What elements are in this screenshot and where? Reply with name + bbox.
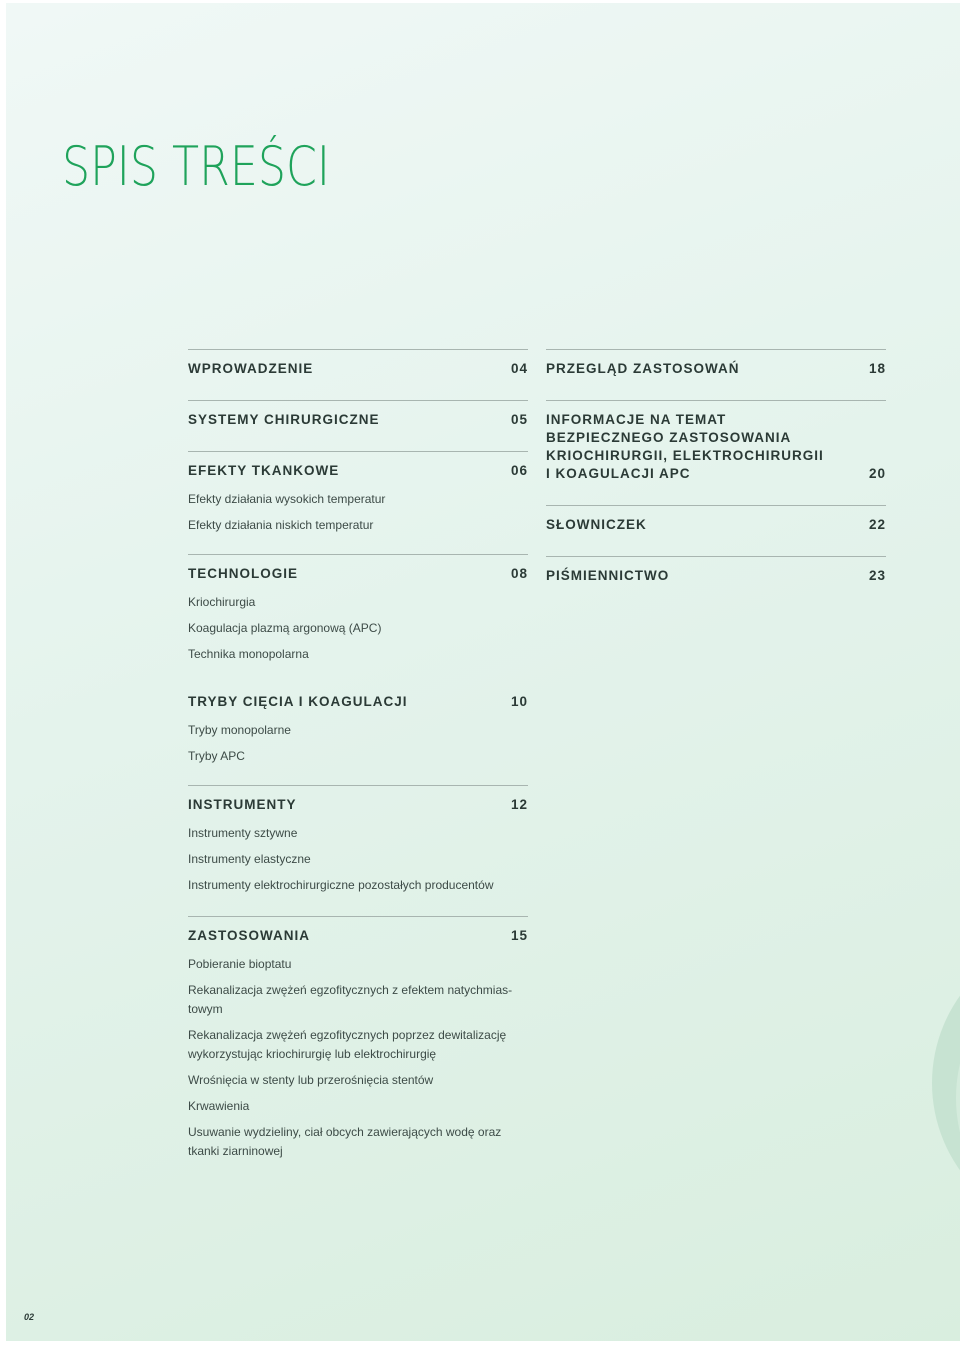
toc-section-efekty[interactable]: [188, 451, 528, 554]
toc-left-column: [188, 349, 528, 1168]
section-title: ZASTOSOWANIA: [188, 928, 311, 943]
section-page-number: 10: [510, 694, 528, 709]
list-item[interactable]: Rekanalizacja zwężeń egzofitycznych z efektem natychmias-towym: [188, 983, 513, 1016]
section-title: TECHNOLOGIE: [188, 566, 299, 581]
section-page-number: 18: [868, 361, 886, 376]
section-title: SŁOWNICZEK: [546, 517, 647, 532]
toc-section-technologie[interactable]: [188, 554, 528, 689]
section-page-number: 22: [868, 517, 886, 532]
section-title: PIŚMIENNICTWO: [546, 568, 670, 583]
toc-section-pismiennictwo[interactable]: [546, 556, 886, 607]
section-title: TRYBY CIĘCIA I KOAGULACJI: [188, 694, 408, 709]
section-items: [188, 593, 528, 664]
section-page-number: 08: [510, 566, 528, 581]
section-page-number: 06: [510, 463, 528, 478]
section-page-number: 15: [510, 928, 528, 943]
section-title: SYSTEMY CHIRURGICZNE: [188, 412, 380, 427]
list-item[interactable]: Pobieranie bioptatu: [188, 957, 292, 971]
page-title: SPIS TREŚCI: [62, 135, 330, 198]
list-item[interactable]: Technika monopolarna: [188, 647, 309, 661]
list-item[interactable]: Usuwanie wydzieliny, ciał obcych zawierających wodę oraz tkanki ziarninowej: [188, 1125, 502, 1158]
toc-section-systemy[interactable]: [188, 400, 528, 451]
section-title: INSTRUMENTY: [188, 797, 297, 812]
section-page-number: 05: [510, 412, 528, 427]
toc-section-informacje[interactable]: [546, 400, 886, 505]
list-item[interactable]: Instrumenty elektrochirurgiczne pozostałych producentów: [188, 878, 494, 892]
page-number: 02: [24, 1312, 35, 1322]
list-item[interactable]: Efekty działania wysokich temperatur: [188, 492, 386, 506]
section-title: PRZEGLĄD ZASTOSOWAŃ: [546, 361, 740, 376]
section-page-number: 20: [868, 466, 886, 481]
section-title: EFEKTY TKANKOWE: [188, 463, 340, 478]
list-item[interactable]: Efekty działania niskich temperatur: [188, 518, 374, 532]
list-item[interactable]: Tryby monopolarne: [188, 723, 291, 737]
toc-right-column: [546, 349, 886, 607]
toc-section-instrumenty[interactable]: [188, 785, 528, 916]
section-items: [188, 721, 528, 785]
toc-section-zastosowania[interactable]: [188, 916, 528, 1161]
list-item[interactable]: Koagulacja plazmą argonową (APC): [188, 621, 382, 635]
list-item[interactable]: Tryby APC: [188, 749, 245, 763]
toc-section-przeglad[interactable]: [546, 349, 886, 400]
section-title: INFORMACJE NA TEMAT BEZPIECZNEGO ZASTOSOWANIA KRIOCHIRURGII, ELEKTROCHIRURGII I KOAGULACJI APC: [546, 412, 824, 481]
section-title: WPROWADZENIE: [188, 361, 314, 376]
list-item[interactable]: Krwawienia: [188, 1099, 250, 1113]
list-item[interactable]: Instrumenty sztywne: [188, 826, 298, 840]
toc-section-wprowadzenie[interactable]: [188, 349, 528, 400]
list-item[interactable]: Rekanalizacja zwężeń egzofitycznych poprzez dewitalizację wykorzystując kriochirurgię lub elektrochirurgię: [188, 1028, 507, 1061]
section-page-number: 23: [868, 568, 886, 583]
section-items: [188, 955, 528, 1161]
section-page-number: 04: [510, 361, 528, 376]
section-page-number: 12: [510, 797, 528, 812]
list-item[interactable]: Kriochirurgia: [188, 595, 256, 609]
decorative-arc-inner: [956, 948, 960, 1248]
list-item[interactable]: Instrumenty elastyczne: [188, 852, 311, 866]
toc-section-slowniczek[interactable]: [546, 505, 886, 556]
section-items: [188, 824, 528, 895]
toc-section-tryby[interactable]: [188, 689, 528, 785]
list-item[interactable]: Wrośnięcia w stenty lub przerośnięcia stentów: [188, 1073, 434, 1087]
section-items: [188, 490, 528, 535]
